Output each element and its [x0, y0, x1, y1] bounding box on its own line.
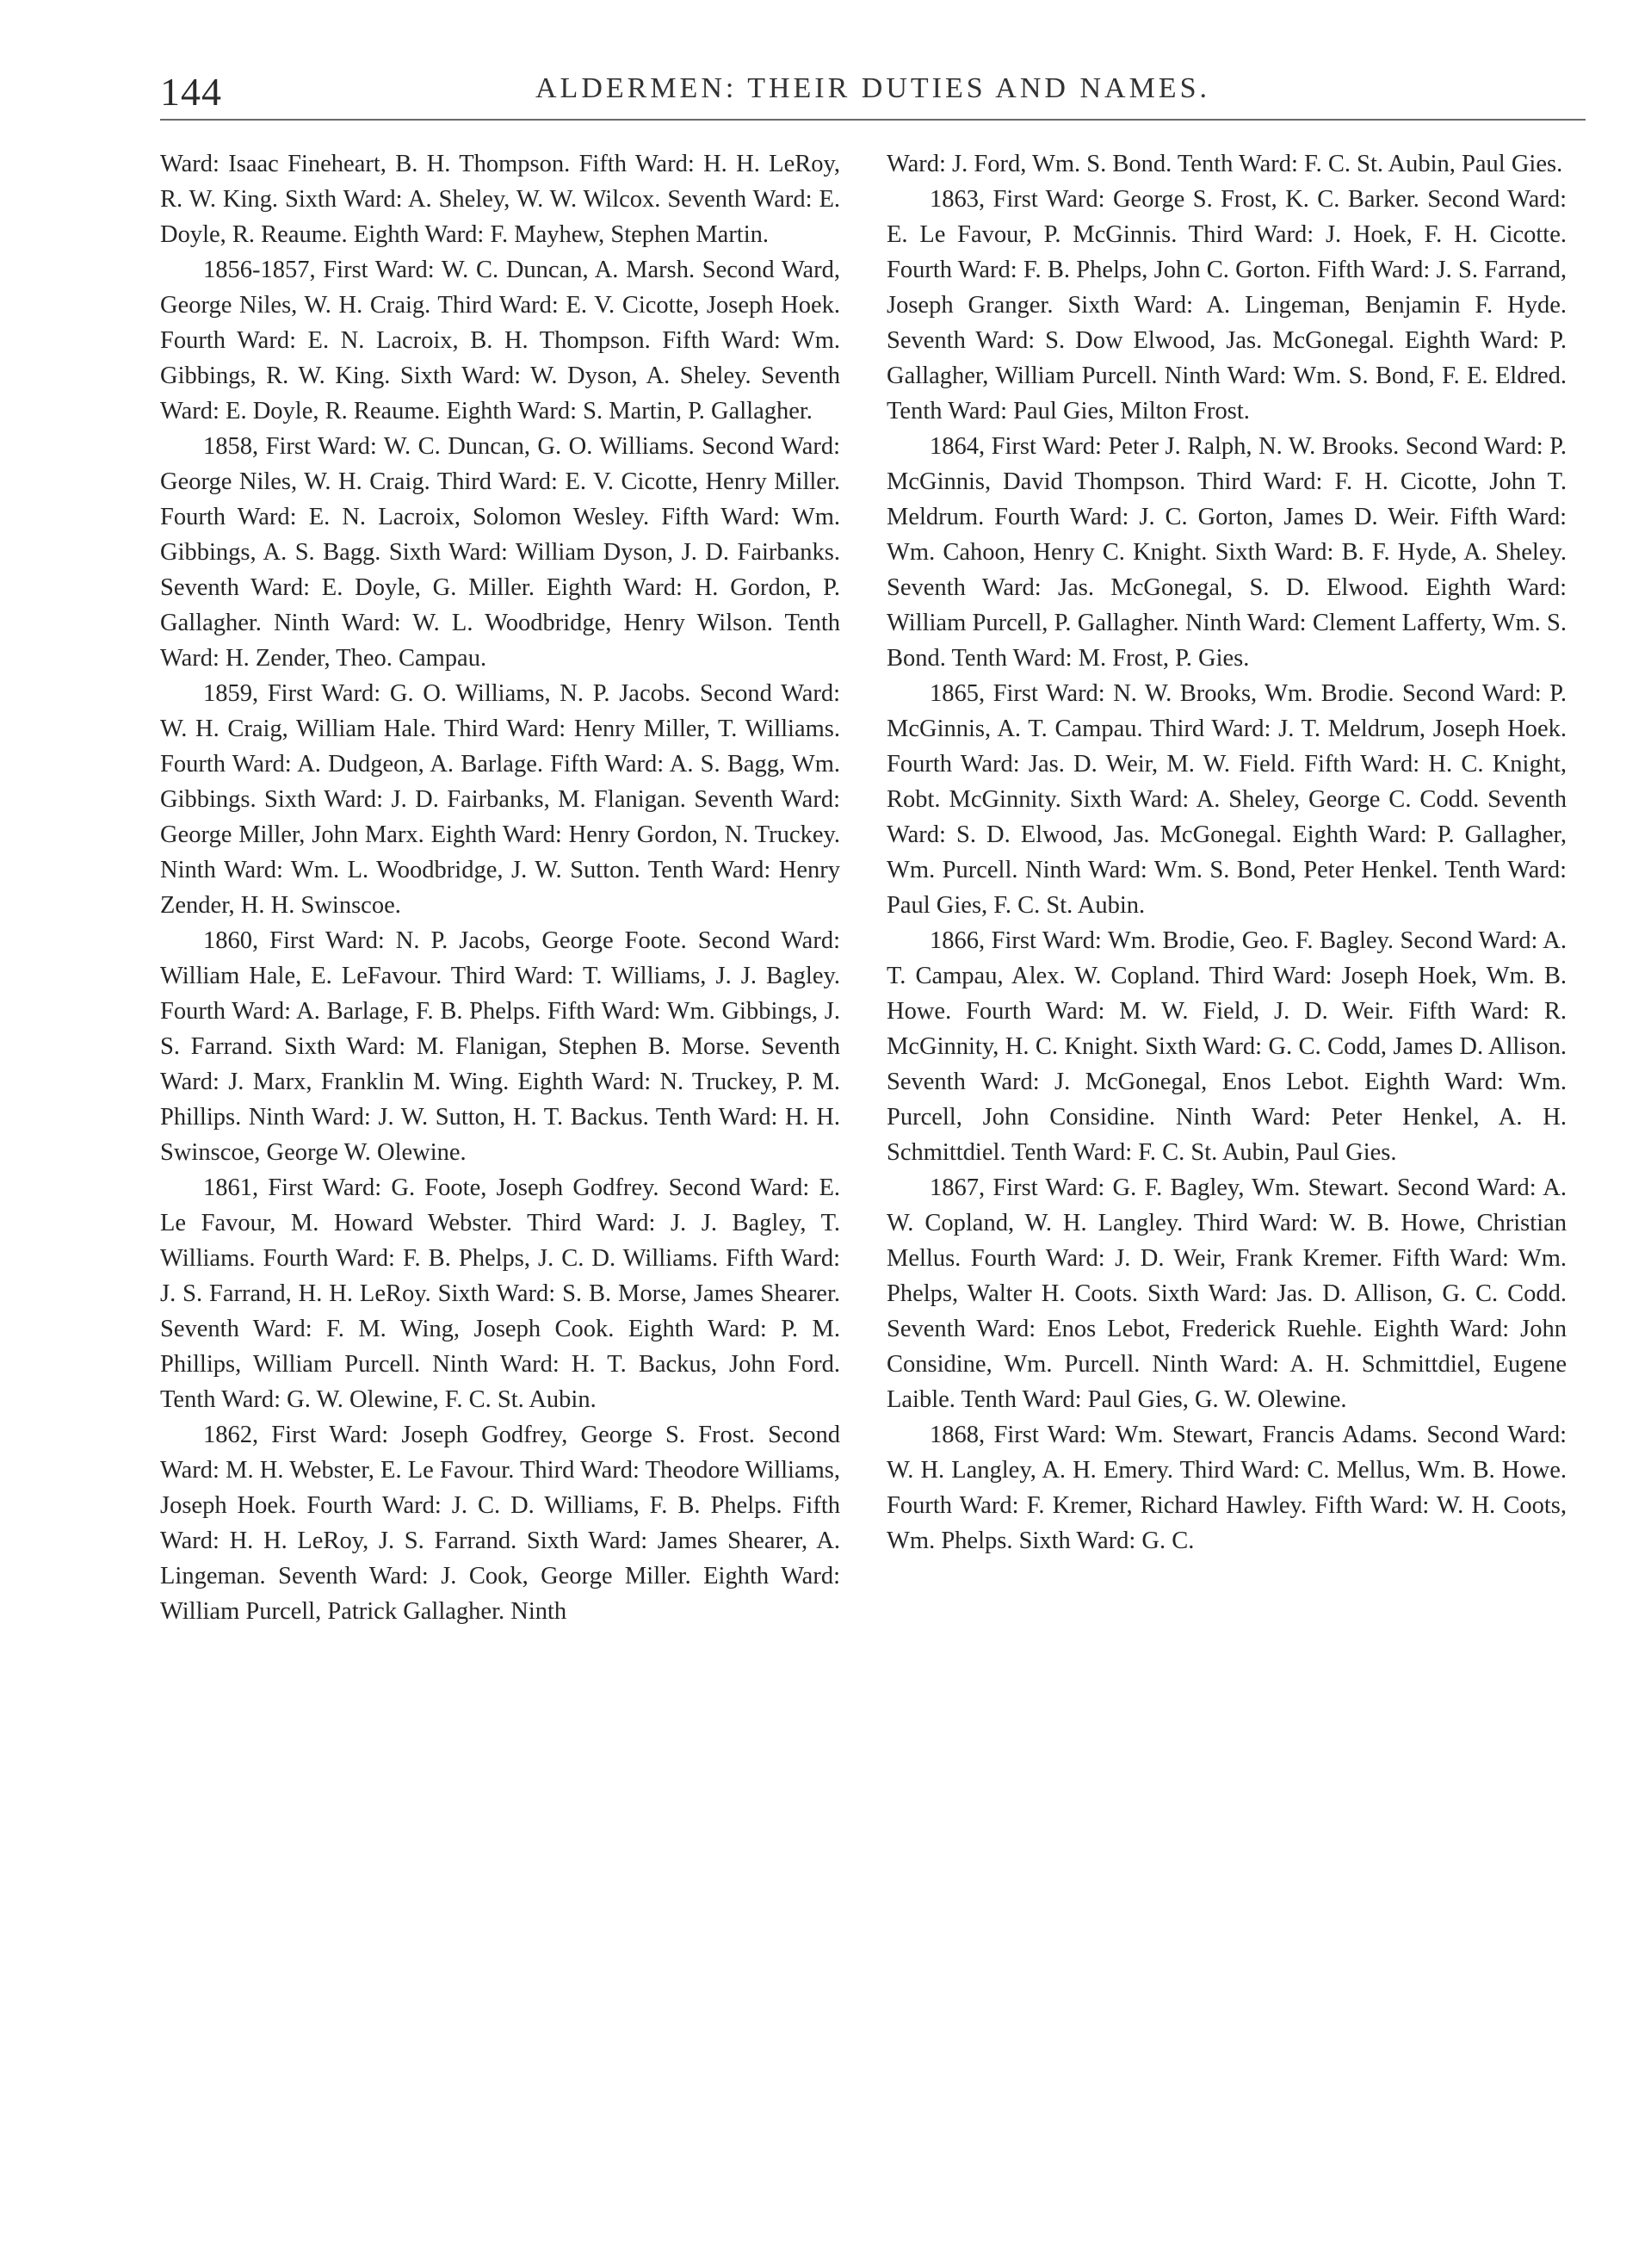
paragraph: 1858, First Ward: W. C. Duncan, G. O. Williams. Second Ward: George Niles, W. H. Craig. Third Ward: E. V. Cicotte, Henry Miller. Fourth Ward: E. N. Lacroix, Solomon Wesley. Fifth Ward: Wm. Gibbings, A. S. Bagg. Sixth Ward: William Dyson, J. D. Fairbanks. Seventh Ward: E. Doyle, G. Miller. Eighth Ward: H. Gordon, P. Gallagher. Ninth Ward: W. L. Woodbridge, Henry Wilson. Tenth Ward: H. Zender, Theo. Campau. [160, 433, 840, 672]
paragraph: 1865, First Ward: N. W. Brooks, Wm. Brodie. Second Ward: P. McGinnis, A. T. Campau. Third Ward: J. T. Meldrum, Joseph Hoek. Fourth Ward: Jas. D. Weir, M. W. Field. Fifth Ward: H. C. Knight, Robt. McGinnity. Sixth Ward: A. Sheley, George C. Codd. Seventh Ward: S. D. Elwood, Jas. McGonegal. Eighth Ward: P. Gallagher, Wm. Purcell. Ninth Ward: Wm. S. Bond, Peter Henkel. Tenth Ward: Paul Gies, F. C. St. Aubin. [887, 680, 1567, 919]
header-rule [160, 119, 1586, 121]
page-header [160, 60, 1586, 121]
running-head: ALDERMEN: THEIR DUTIES AND NAMES. [535, 72, 1210, 104]
paragraph: 1867, First Ward: G. F. Bagley, Wm. Stewart. Second Ward: A. W. Copland, W. H. Langley. Third Ward: W. B. Howe, Christian Mellus. Fourth Ward: J. D. Weir, Frank Kremer. Fifth Ward: Wm. Phelps, Walter H. Coots. Sixth Ward: Jas. D. Allison, G. C. Codd. Seventh Ward: Enos Lebot, Frederick Ruehle. Eighth Ward: John Considine, Wm. Purcell. Ninth Ward: A. H. Schmittdiel, Eugene Laible. Tenth Ward: Paul Gies, G. W. Olewine. [887, 1174, 1567, 1413]
paragraph: 1856-1857, First Ward: W. C. Duncan, A. Marsh. Second Ward, George Niles, W. H. Craig. Third Ward: E. V. Cicotte, Joseph Hoek. Fourth Ward: E. N. Lacroix, B. H. Thompson. Fifth Ward: Wm. Gibbings, R. W. King. Sixth Ward: W. Dyson, A. Sheley. Seventh Ward: E. Doyle, R. Reaume. Eighth Ward: S. Martin, P. Gallagher. [160, 257, 840, 424]
page-number: 144 [160, 70, 222, 114]
paragraph: 1866, First Ward: Wm. Brodie, Geo. F. Bagley. Second Ward: A. T. Campau, Alex. W. Copland. Third Ward: Joseph Hoek, Wm. B. Howe. Fourth Ward: M. W. Field, J. D. Weir. Fifth Ward: R. McGinnity, H. C. Knight. Sixth Ward: G. C. Codd, James D. Allison. Seventh Ward: J. McGonegal, Enos Lebot. Eighth Ward: Wm. Purcell, John Considine. Ninth Ward: Peter Henkel, A. H. Schmittdiel. Tenth Ward: F. C. St. Aubin, Paul Gies. [887, 927, 1567, 1166]
paragraph: 1860, First Ward: N. P. Jacobs, George Foote. Second Ward: William Hale, E. LeFavour. Third Ward: T. Williams, J. J. Bagley. Fourth Ward: A. Barlage, F. B. Phelps. Fifth Ward: Wm. Gibbings, J. S. Farrand. Sixth Ward: M. Flanigan, Stephen B. Morse. Seventh Ward: J. Marx, Franklin M. Wing. Eighth Ward: N. Truckey, P. M. Phillips. Ninth Ward: J. W. Sutton, H. T. Backus. Tenth Ward: H. H. Swinscoe, George W. Olewine. [160, 927, 840, 1166]
paragraph: 1859, First Ward: G. O. Williams, N. P. Jacobs. Second Ward: W. H. Craig, William Hale. Third Ward: Henry Miller, T. Williams. Fourth Ward: A. Dudgeon, A. Barlage. Fifth Ward: A. S. Bagg, Wm. Gibbings. Sixth Ward: J. D. Fairbanks, M. Flanigan. Seventh Ward: George Miller, John Marx. Eighth Ward: Henry Gordon, N. Truckey. Ninth Ward: Wm. L. Woodbridge, J. W. Sutton. Tenth Ward: Henry Zender, H. H. Swinscoe. [160, 680, 840, 919]
paragraph: 1862, First Ward: Joseph Godfrey, George S. Frost. Second Ward: M. H. Webster, E. Le Favour. Third Ward: Theodore Williams, Joseph Hoek. Fourth Ward: J. C. D. Williams, F. B. Phelps. Fifth Ward: H. H. LeRoy, J. S. Farrand. Sixth Ward: James Shearer, A. Lingeman. Seventh Ward: J. Cook, George Miller. Eighth Ward: William Purcell, Patrick Gallagher. Ninth [160, 1422, 840, 1625]
paragraph: Ward: Isaac Fineheart, B. H. Thompson. Fifth Ward: H. H. LeRoy, R. W. King. Sixth Ward: A. Sheley, W. W. Wilcox. Seventh Ward: E. Doyle, R. Reaume. Eighth Ward: F. Mayhew, Stephen Martin. [160, 151, 840, 248]
paragraph: 1861, First Ward: G. Foote, Joseph Godfrey. Second Ward: E. Le Favour, M. Howard Webster. Third Ward: J. J. Bagley, T. Williams. Fourth Ward: F. B. Phelps, J. C. D. Williams. Fifth Ward: J. S. Farrand, H. H. LeRoy. Sixth Ward: S. B. Morse, James Shearer. Seventh Ward: F. M. Wing, Joseph Cook. Eighth Ward: P. M. Phillips, William Purcell. Ninth Ward: H. T. Backus, John Ford. Tenth Ward: G. W. Olewine, F. C. St. Aubin. [160, 1174, 840, 1413]
left-column [160, 146, 840, 1629]
paragraph: 1864, First Ward: Peter J. Ralph, N. W. Brooks. Second Ward: P. McGinnis, David Thompson. Third Ward: F. H. Cicotte, John T. Meldrum. Fourth Ward: J. C. Gorton, James D. Weir. Fifth Ward: Wm. Cahoon, Henry C. Knight. Sixth Ward: B. F. Hyde, A. Sheley. Seventh Ward: Jas. McGonegal, S. D. Elwood. Eighth Ward: William Purcell, P. Gallagher. Ninth Ward: Clement Lafferty, Wm. S. Bond. Tenth Ward: M. Frost, P. Gies. [887, 433, 1567, 672]
paragraph: Ward: J. Ford, Wm. S. Bond. Tenth Ward: F. C. St. Aubin, Paul Gies. [887, 151, 1563, 177]
right-column [887, 146, 1567, 1558]
paragraph: 1863, First Ward: George S. Frost, K. C. Barker. Second Ward: E. Le Favour, P. McGinnis. Third Ward: J. Hoek, F. H. Cicotte. Fourth Ward: F. B. Phelps, John C. Gorton. Fifth Ward: J. S. Farrand, Joseph Granger. Sixth Ward: A. Lingeman, Benjamin F. Hyde. Seventh Ward: S. Dow Elwood, Jas. McGonegal. Eighth Ward: P. Gallagher, William Purcell. Ninth Ward: Wm. S. Bond, F. E. Eldred. Tenth Ward: Paul Gies, Milton Frost. [887, 186, 1567, 424]
paragraph: 1868, First Ward: Wm. Stewart, Francis Adams. Second Ward: W. H. Langley, A. H. Emery. Third Ward: C. Mellus, Wm. B. Howe. Fourth Ward: F. Kremer, Richard Hawley. Fifth Ward: W. H. Coots, Wm. Phelps. Sixth Ward: G. C. [887, 1422, 1567, 1554]
